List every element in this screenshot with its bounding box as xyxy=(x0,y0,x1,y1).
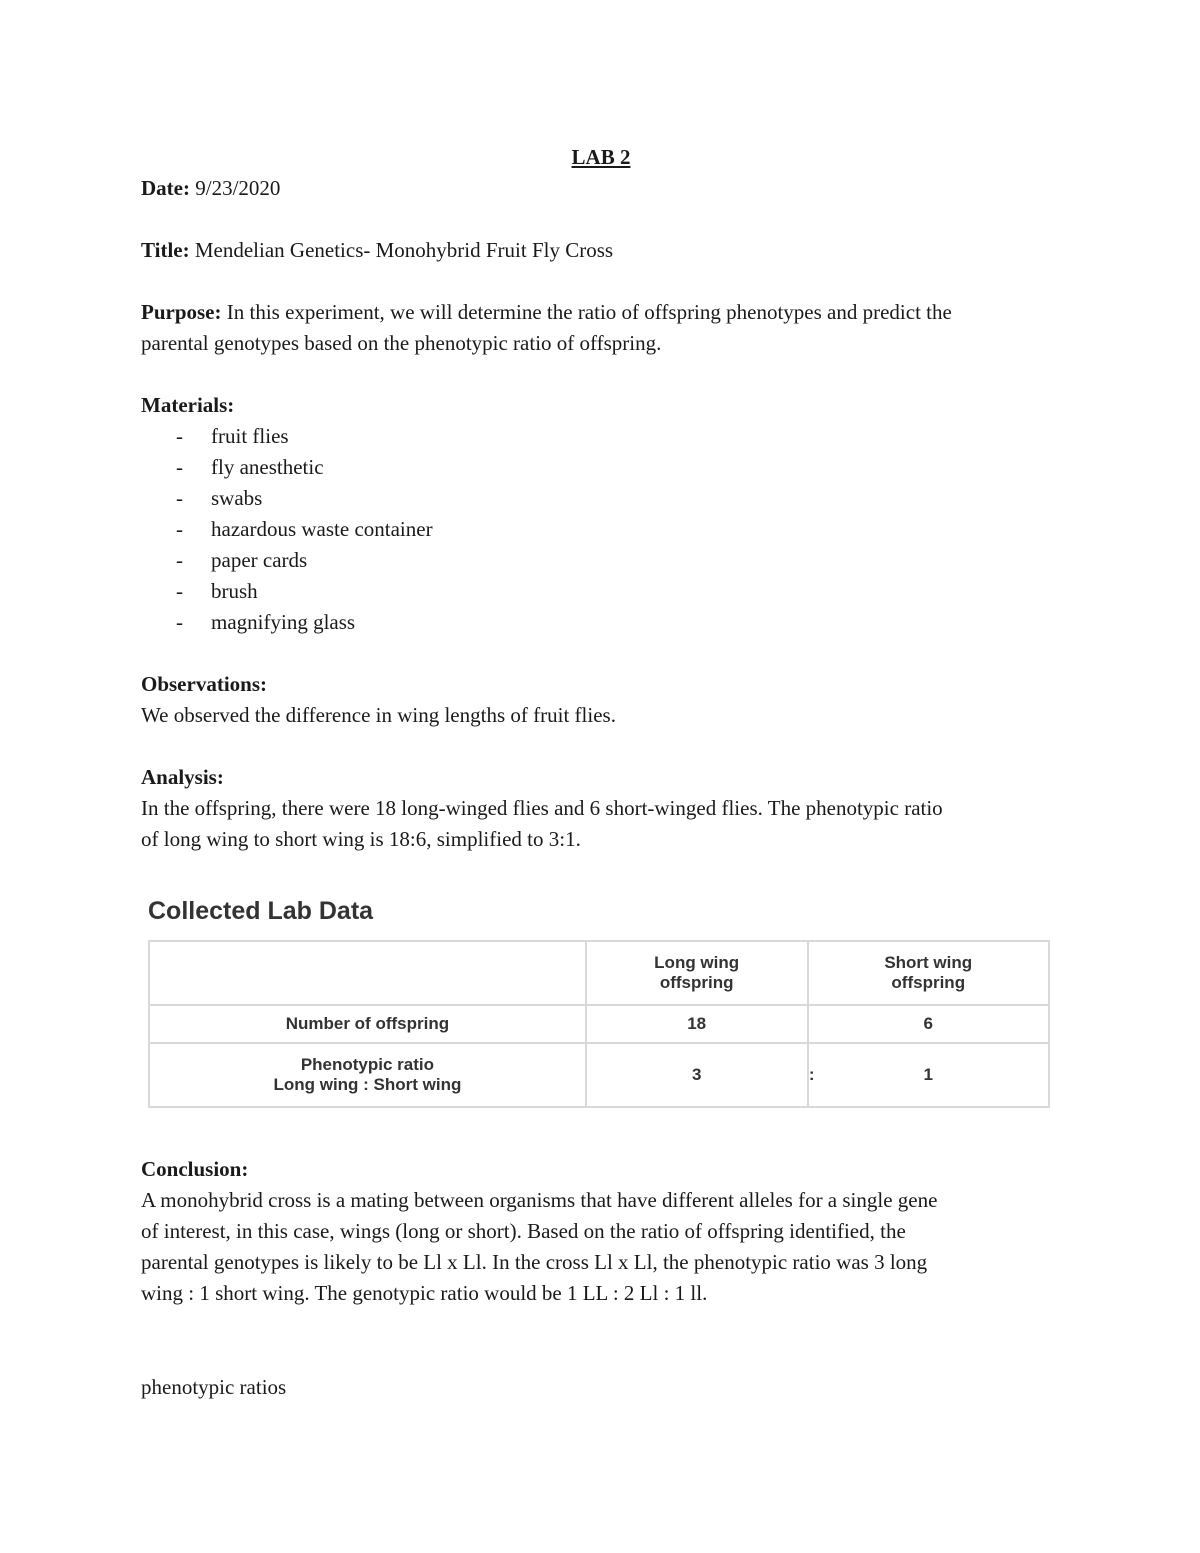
count-long-cell: 18 xyxy=(586,1005,808,1043)
purpose-line-2: parental genotypes based on the phenotypic ratio of offspring. xyxy=(141,331,662,355)
lab-data-section xyxy=(148,894,1050,1108)
ratio-long-cell xyxy=(586,1043,815,1107)
bullet-dash: - xyxy=(176,517,183,541)
table-row xyxy=(149,1005,1049,1043)
row-label-ratio xyxy=(149,1043,586,1107)
short-wing-header xyxy=(808,941,1050,1005)
list-item: - brush xyxy=(141,576,1061,607)
row-label-count: Number of offspring xyxy=(149,1005,586,1043)
conclusion-text-3: parental genotypes is likely to be Ll x Ll. In the cross Ll x Ll, the phenotypic ratio was 3 long xyxy=(141,1250,928,1274)
table-heading: Collected Lab Data xyxy=(148,897,374,925)
table-row xyxy=(149,1043,1049,1107)
materials-label: Materials: xyxy=(141,393,235,417)
long-wing-header-line-1: Long wing xyxy=(654,953,740,972)
ratio-long-value: 3 xyxy=(691,1065,702,1084)
date-label: Date: xyxy=(141,176,190,200)
document-body xyxy=(141,142,1061,855)
count-short-cell: 6 xyxy=(808,1005,1050,1043)
title-line xyxy=(141,235,1061,266)
long-wing-header xyxy=(586,941,808,1005)
bullet-dash: - xyxy=(176,486,183,510)
bullet-dash: - xyxy=(176,548,183,572)
bullet-dash: - xyxy=(176,455,183,479)
list-item: - fruit flies xyxy=(141,421,1061,452)
short-wing-header-line-1: Short wing xyxy=(884,953,973,972)
list-item: - magnifying glass xyxy=(141,607,1061,638)
title-value: Mendelian Genetics- Monohybrid Fruit Fly Cross xyxy=(194,238,614,262)
bullet-dash: - xyxy=(176,610,183,634)
short-wing-header-line-2: offspring xyxy=(891,973,966,992)
list-item: - paper cards xyxy=(141,545,1061,576)
list-item: - hazardous waste container xyxy=(141,514,1061,545)
lab-title: LAB 2 xyxy=(571,145,631,169)
purpose-label: Purpose: xyxy=(141,300,222,324)
conclusion-text-4: wing : 1 short wing. The genotypic ratio would be 1 LL : 2 Ll : 1 ll. xyxy=(141,1281,708,1305)
list-item: - swabs xyxy=(141,483,1061,514)
title-label: Title: xyxy=(141,238,190,262)
table-header-row xyxy=(149,941,1049,1005)
materials-list xyxy=(141,421,1061,638)
ratio-short-cell: 1 xyxy=(808,1043,1050,1107)
long-wing-header-line-2: offspring xyxy=(659,973,734,992)
conclusion-section xyxy=(141,1154,1061,1309)
ratio-label-line-1: Phenotypic ratio xyxy=(300,1055,435,1074)
observations-label: Observations: xyxy=(141,672,267,696)
purpose-line-1 xyxy=(141,297,1061,328)
observations-text: We observed the difference in wing lengths of fruit flies. xyxy=(141,703,616,727)
list-item: - fly anesthetic xyxy=(141,452,1061,483)
lab-data-table xyxy=(148,940,1050,1108)
footer-text: phenotypic ratios xyxy=(141,1375,287,1399)
purpose-text-1: In this experiment, we will determine the ratio of offspring phenotypes and predict the xyxy=(226,300,952,324)
analysis-text-2: of long wing to short wing is 18:6, simplified to 3:1. xyxy=(141,827,581,851)
conclusion-text-1: A monohybrid cross is a mating between organisms that have different alleles for a single gene xyxy=(141,1188,938,1212)
conclusion-text-2: of interest, in this case, wings (long or short). Based on the ratio of offspring identified, the xyxy=(141,1219,906,1243)
date-line xyxy=(141,173,1061,204)
analysis-label: Analysis: xyxy=(141,765,224,789)
bullet-dash: - xyxy=(176,579,183,603)
bullet-dash: - xyxy=(176,424,183,448)
analysis-text-1: In the offspring, there were 18 long-winged flies and 6 short-winged flies. The phenotypic ratio xyxy=(141,796,943,820)
empty-header-cell xyxy=(149,941,586,1005)
conclusion-label: Conclusion: xyxy=(141,1157,249,1181)
date-value: 9/23/2020 xyxy=(195,176,281,200)
ratio-colon: : xyxy=(808,1065,815,1084)
ratio-label-line-2: Long wing : Short wing xyxy=(273,1075,462,1094)
